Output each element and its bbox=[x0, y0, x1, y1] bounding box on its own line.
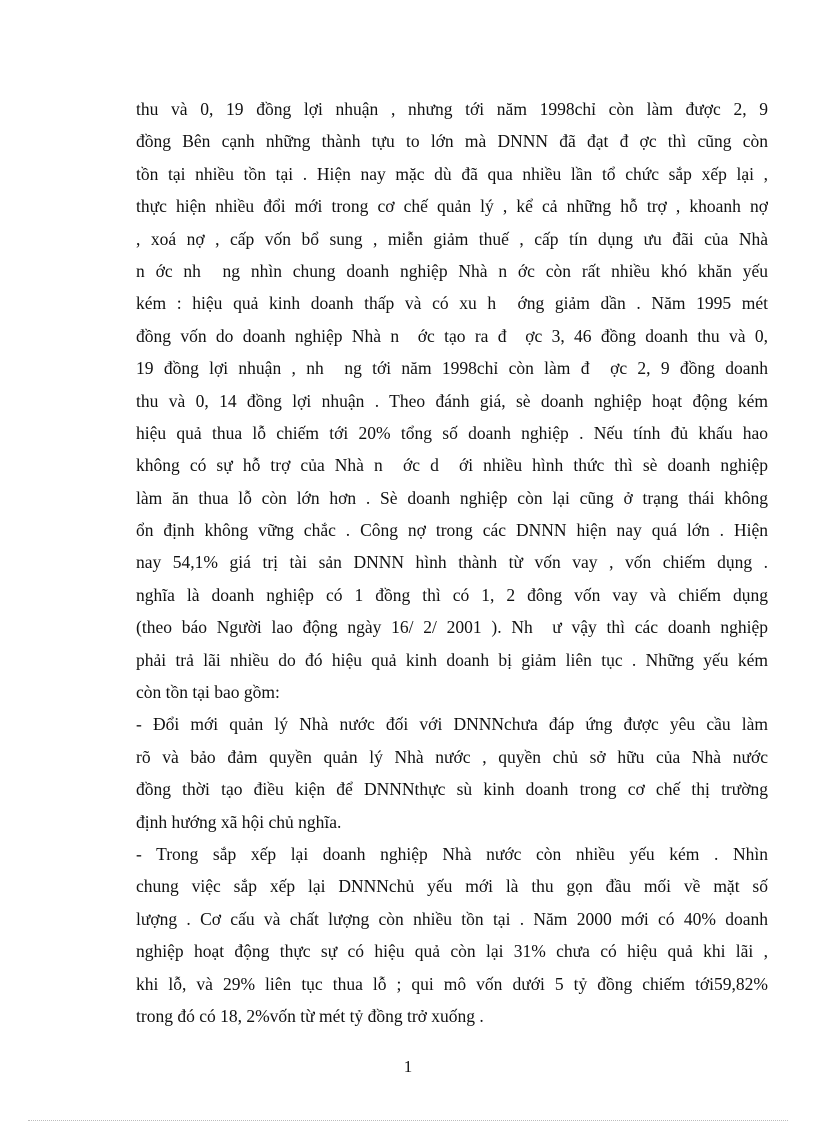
text-line: định hướng xã hội chủ nghĩa. bbox=[136, 811, 342, 832]
text-line: (theo báo Người lao động ngày 16/ 2/ 2001 ). Nh ư vậy thì các doanh nghiệp bbox=[136, 617, 768, 638]
text-line: nay 54,1% giá trị tài sản DNNN hình thành từ vốn vay , vốn chiếm dụng . bbox=[136, 552, 768, 573]
text-line: rõ và bảo đảm quyền quản lý Nhà nước , quyền chủ sở hữu của Nhà nước bbox=[136, 746, 768, 767]
text-line: thực hiện nhiều đổi mới trong cơ chế quản lý , kể cả những hỗ trợ , khoanh nợ bbox=[136, 196, 768, 217]
text-line: làm ăn thua lỗ còn lớn hơn . Sè doanh nghiệp còn lại cũng ở trạng thái không bbox=[136, 487, 768, 508]
text-line: thu và 0, 14 đồng lợi nhuận . Theo đánh giá, sè doanh nghiệp hoạt động kém bbox=[136, 390, 768, 411]
text-line: đồng Bên cạnh những thành tựu to lớn mà DNNN đã đạt đ ợc thì cũng còn bbox=[136, 131, 768, 152]
text-line: chung việc sắp xếp lại DNNNchủ yếu mới là thu gọn đầu mối về mặt số bbox=[136, 876, 768, 897]
text-line: - Đổi mới quản lý Nhà nước đối với DNNNchưa đáp ứng được yêu cầu làm bbox=[136, 714, 768, 735]
page-number: 1 bbox=[403, 1057, 413, 1076]
text-line: thu và 0, 19 đồng lợi nhuận , nhưng tới năm 1998chỉ còn làm được 2, 9 bbox=[136, 99, 768, 119]
text-line: phải trả lãi nhiều do đó hiệu quả kinh doanh bị giảm liên tục . Những yếu kém bbox=[136, 649, 768, 670]
text-line: , xoá nợ , cấp vốn bổ sung , miễn giảm thuế , cấp tín dụng ưu đãi của Nhà bbox=[136, 228, 768, 249]
text-line: đồng thời tạo điều kiện để DNNNthực sù kinh doanh trong cơ chế thị trường bbox=[136, 779, 768, 800]
text-line: đồng vốn do doanh nghiệp Nhà n ớc tạo ra đ ợc 3, 46 đồng doanh thu và 0, bbox=[136, 325, 768, 346]
text-line: tồn tại nhiều tồn tại . Hiện nay mặc dù đã qua nhiều lần tổ chức sắp xếp lại , bbox=[136, 163, 768, 184]
text-line: 19 đồng lợi nhuận , nh ng tới năm 1998chỉ còn làm đ ợc 2, 9 đồng doanh bbox=[136, 358, 768, 379]
text-line: ổn định không vững chắc . Công nợ trong các DNNN hiện nay quá lớn . Hiện bbox=[136, 520, 768, 541]
text-line: nghiệp hoạt động thực sự có hiệu quả còn lại 31% chưa có hiệu quả khi lãi , bbox=[136, 941, 768, 962]
text-line: n ớc nh ng nhìn chung doanh nghiệp Nhà n ớc còn rất nhiều khó khăn yếu bbox=[136, 260, 768, 281]
body-text bbox=[136, 93, 768, 1032]
text-line: không có sự hỗ trợ của Nhà n ớc d ới nhiều hình thức thì sè doanh nghiệp bbox=[136, 455, 768, 476]
text-line: trong đó có 18, 2%vốn từ mét tỷ đồng trở xuống . bbox=[136, 1005, 484, 1026]
text-line: nghĩa là doanh nghiệp có 1 đồng thì có 1, 2 đông vốn vay và chiếm dụng bbox=[136, 584, 768, 605]
text-line: hiệu quả thua lỗ chiếm tới 20% tổng số doanh nghiệp . Nếu tính đủ khấu hao bbox=[136, 422, 768, 443]
text-line: lượng . Cơ cấu và chất lượng còn nhiều tồn tại . Năm 2000 mới có 40% doanh bbox=[136, 908, 768, 929]
text-line: khi lỗ, và 29% liên tục thua lỗ ; qui mô vốn dưới 5 tỷ đồng chiếm tới59,82% bbox=[136, 973, 768, 994]
text-line: còn tồn tại bao gồm: bbox=[136, 682, 280, 703]
text-line: - Trong sắp xếp lại doanh nghiệp Nhà nước còn nhiều yếu kém . Nhìn bbox=[136, 843, 768, 864]
page-bottom-divider bbox=[28, 1120, 788, 1121]
text-line: kém : hiệu quả kinh doanh thấp và có xu h ớng giảm dần . Năm 1995 mét bbox=[136, 293, 768, 314]
